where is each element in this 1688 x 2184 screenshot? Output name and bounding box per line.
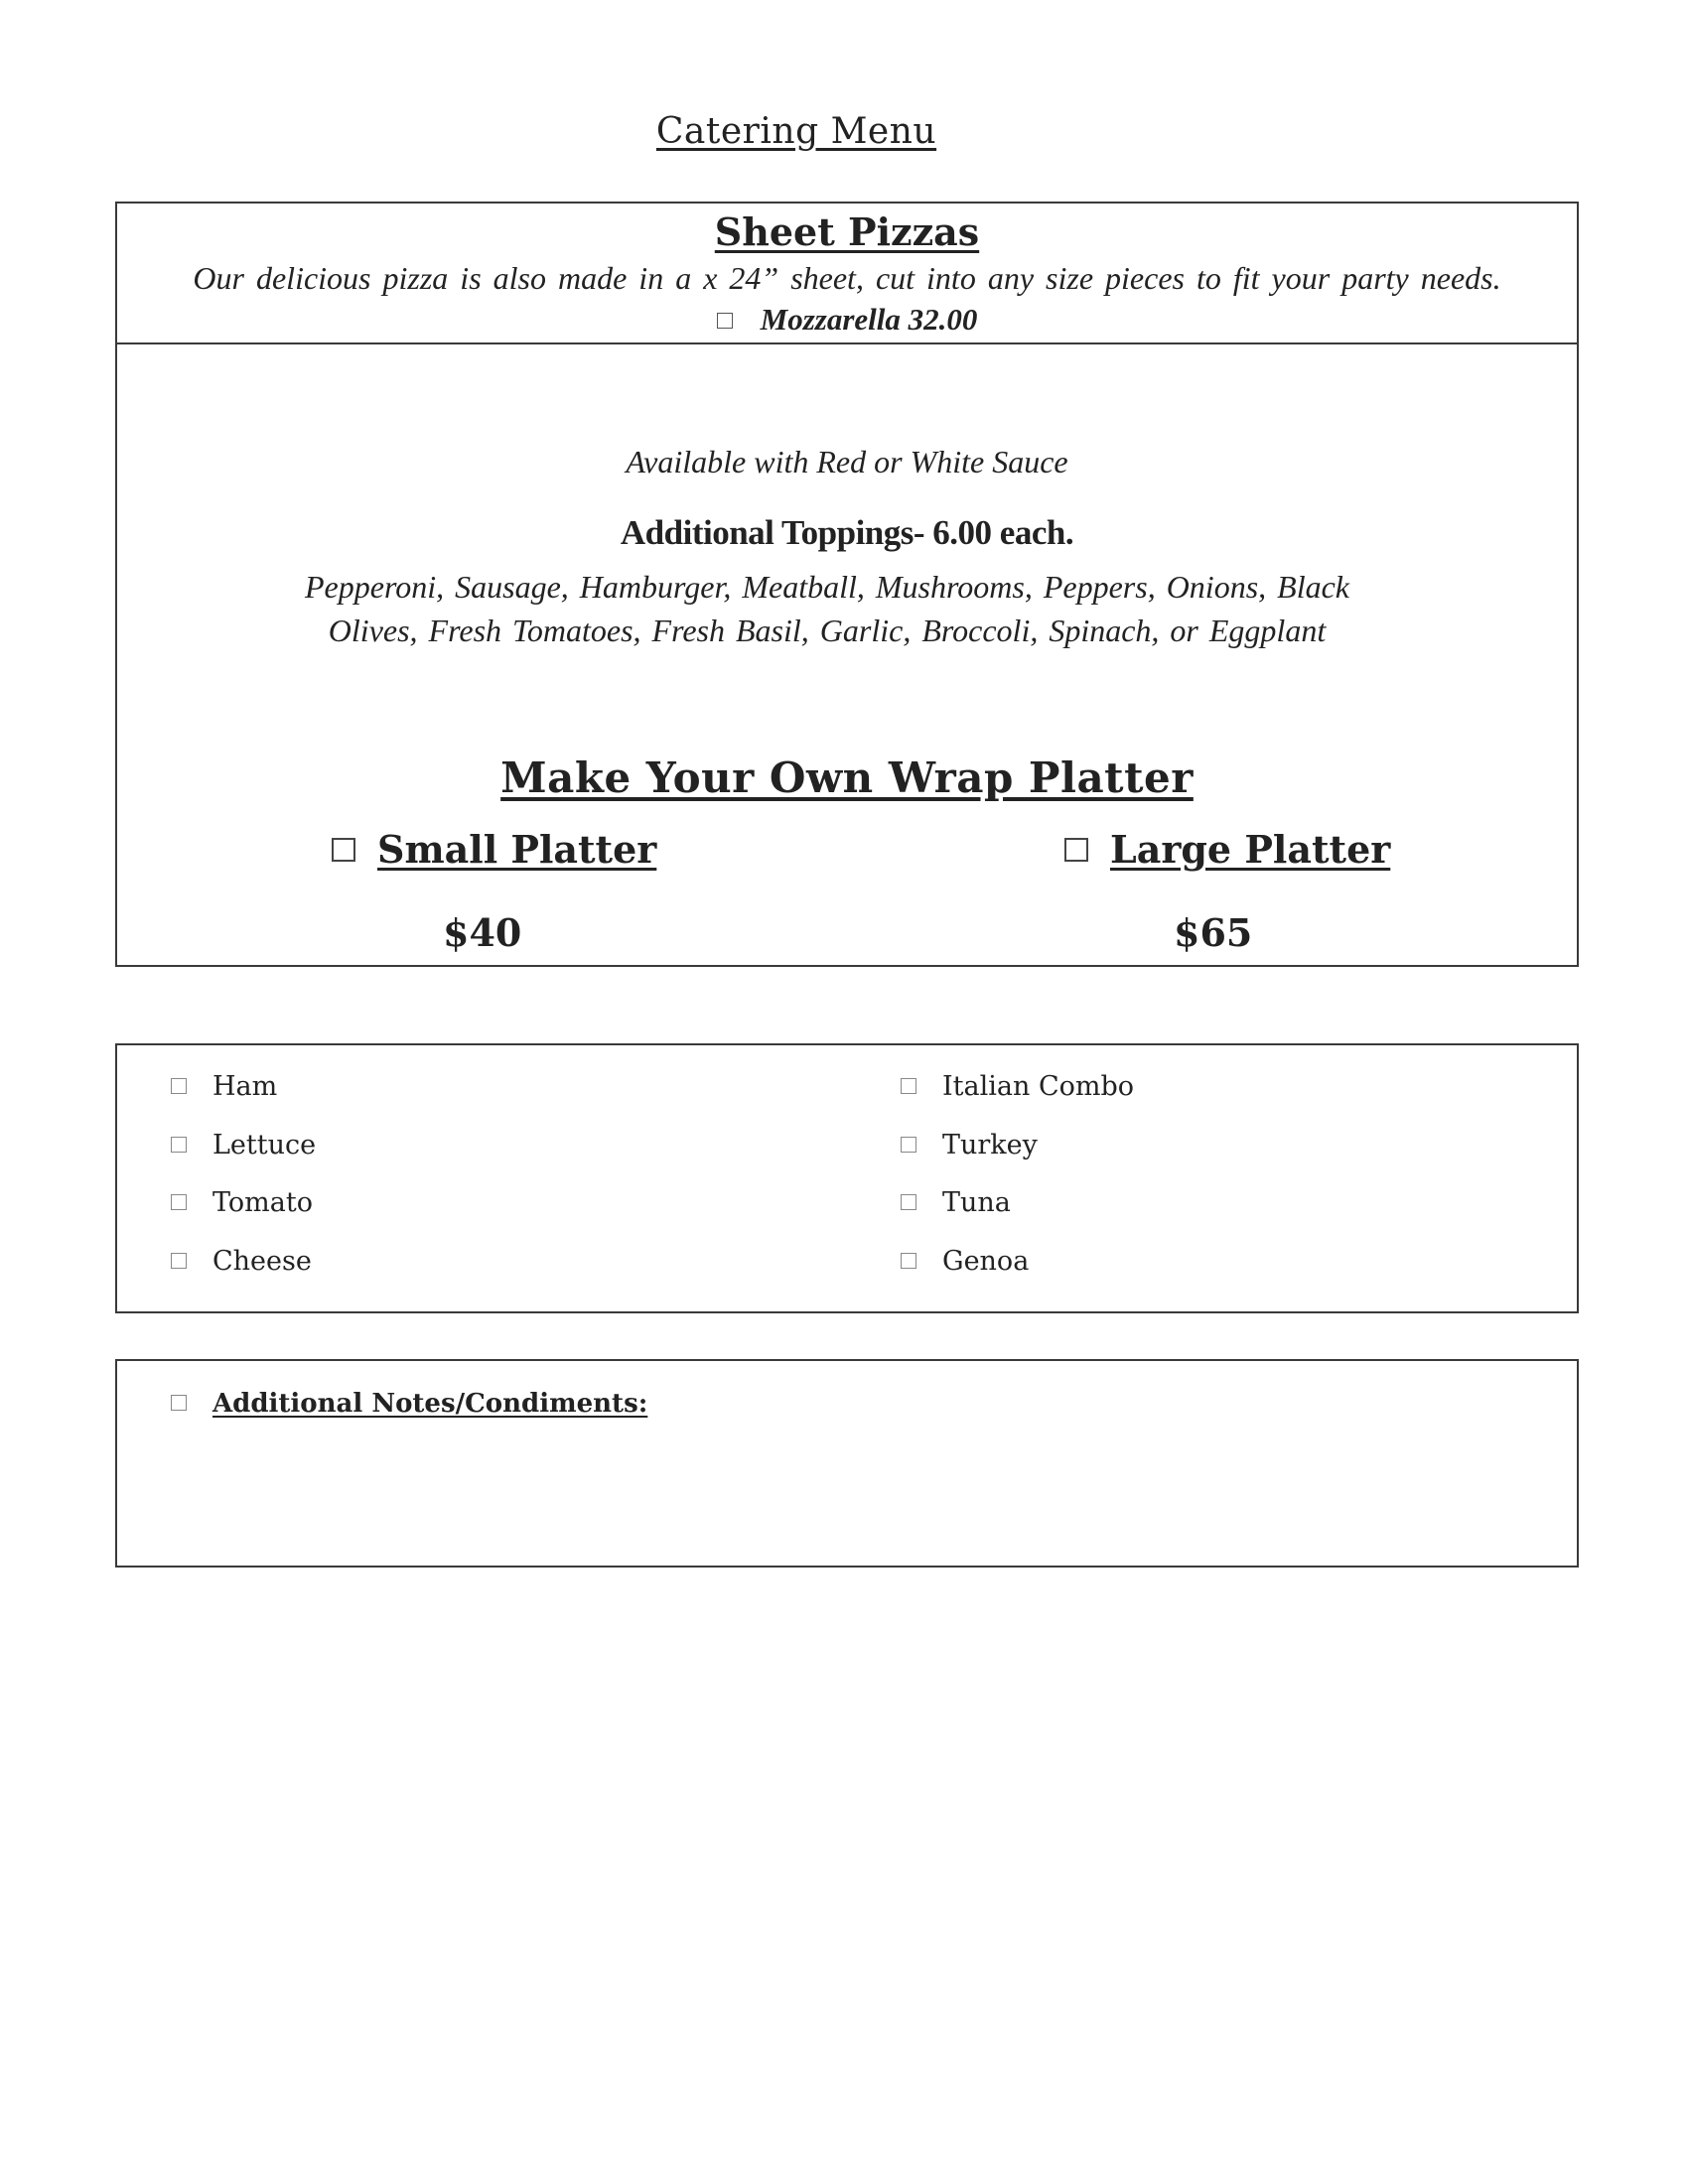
small-platter-option[interactable]: [332, 827, 656, 872]
ham-checkbox[interactable]: [171, 1078, 187, 1094]
turkey-checkbox[interactable]: [901, 1137, 916, 1153]
large-platter-checkbox[interactable]: [1064, 838, 1088, 862]
filling-label: Tomato: [212, 1187, 313, 1218]
filling-label: Lettuce: [212, 1130, 317, 1160]
filling-item-ham[interactable]: [171, 1071, 277, 1102]
filling-label: Genoa: [942, 1246, 1030, 1277]
tuna-checkbox[interactable]: [901, 1194, 916, 1210]
filling-label: Ham: [212, 1071, 278, 1102]
toppings-list: Pepperoni, Sausage, Hamburger, Meatball, Mushrooms, Peppers, Onions, Black Olives, Fresh Tomatoes, Fresh Basil, Garlic, Broccoli, Spinach, or Eggplant: [305, 569, 1349, 648]
large-platter-price: $65: [1174, 910, 1253, 955]
filling-label: Tuna: [942, 1187, 1011, 1218]
notes-checkbox[interactable]: [171, 1395, 187, 1411]
filling-label: Italian Combo: [942, 1071, 1135, 1102]
filling-item-cheese[interactable]: [171, 1246, 312, 1277]
lettuce-checkbox[interactable]: [171, 1137, 187, 1153]
small-platter-price: $40: [443, 910, 522, 955]
cheese-checkbox[interactable]: [171, 1253, 187, 1269]
mozzarella-option[interactable]: [117, 302, 1577, 338]
small-platter-label: Small Platter: [377, 827, 657, 872]
small-platter-checkbox[interactable]: [332, 838, 355, 862]
filling-label: Cheese: [212, 1246, 312, 1277]
large-platter-option[interactable]: [1064, 827, 1390, 872]
pizza-details-box: [115, 342, 1579, 967]
sheet-pizzas-header-box: [115, 202, 1579, 344]
wrap-platter-heading: Make Your Own Wrap Platter: [500, 753, 1194, 802]
notes-box: [115, 1359, 1579, 1568]
filling-item-italian-combo[interactable]: [901, 1071, 1134, 1102]
filling-item-lettuce[interactable]: [171, 1130, 316, 1160]
italian-combo-checkbox[interactable]: [901, 1078, 916, 1094]
tomato-checkbox[interactable]: [171, 1194, 187, 1210]
mozzarella-checkbox[interactable]: [717, 313, 733, 329]
sauce-note: Available with Red or White Sauce: [626, 444, 1068, 479]
toppings-heading: Additional Toppings- 6.00 each.: [620, 513, 1074, 552]
genoa-checkbox[interactable]: [901, 1253, 916, 1269]
filling-item-tomato[interactable]: [171, 1187, 313, 1218]
page-title: Catering Menu: [655, 111, 937, 152]
filling-item-tuna[interactable]: [901, 1187, 1011, 1218]
notes-label: Additional Notes/Condiments:: [212, 1389, 648, 1419]
sheet-pizzas-heading: Sheet Pizzas: [714, 209, 980, 254]
filling-item-turkey[interactable]: [901, 1130, 1038, 1160]
notes-option[interactable]: [171, 1389, 647, 1419]
mozzarella-label: Mozzarella 32.00: [760, 302, 978, 337]
sheet-pizzas-description: Our delicious pizza is also made in a x 24” sheet, cut into any size pieces to fit your party needs.: [193, 260, 1501, 296]
large-platter-label: Large Platter: [1110, 827, 1391, 872]
wrap-fillings-box: [115, 1043, 1579, 1313]
filling-item-genoa[interactable]: [901, 1246, 1029, 1277]
filling-label: Turkey: [942, 1130, 1038, 1160]
